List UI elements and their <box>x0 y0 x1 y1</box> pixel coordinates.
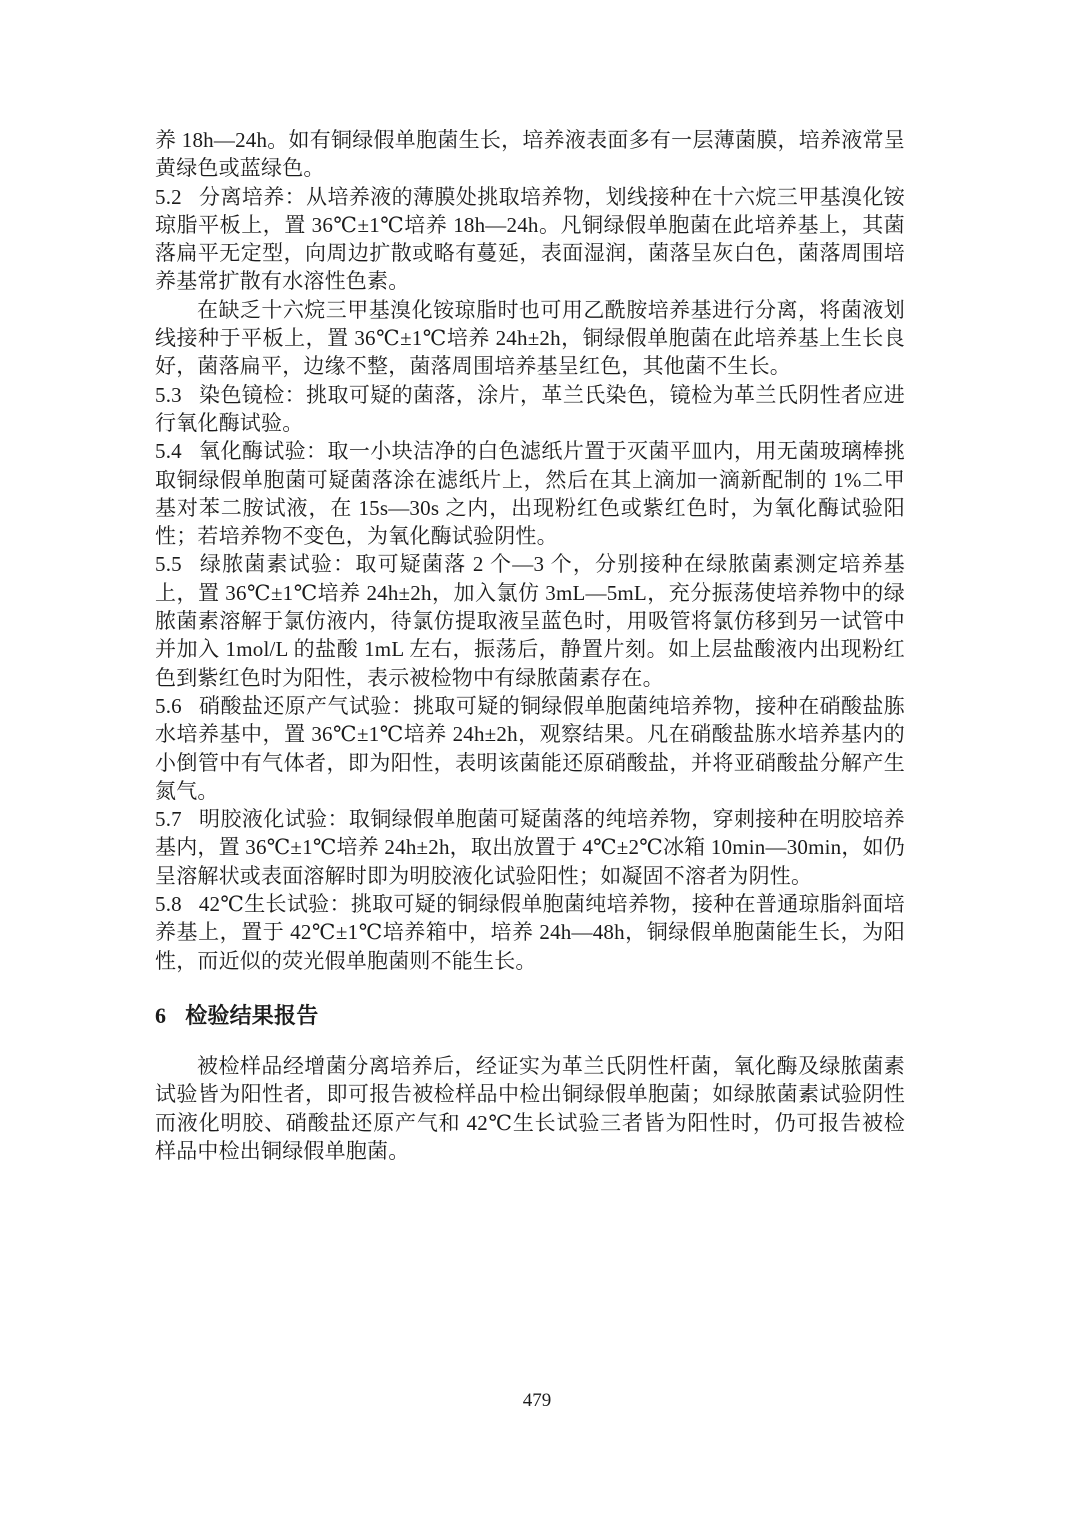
paragraph-continuation: 养 18h—24h。如有铜绿假单胞菌生长，培养液表面多有一层薄菌膜，培养液常呈黄绿色或蓝绿色。 <box>155 128 905 181</box>
paragraph-section-5-7 <box>155 805 905 890</box>
paragraph-section-5-5 <box>155 550 905 691</box>
paragraph-section-5-4 <box>155 437 905 550</box>
page-number: 479 <box>522 1390 552 1411</box>
section-text-5-7: 明胶液化试验：取铜绿假单胞菌可疑菌落的纯培养物，穿刺接种在明胶培养基内，置 36℃±1℃培养 24h±2h，取出放置于 4℃±2℃冰箱 10min—30min，如仍呈溶解状或表面溶解时即为明胶液化试验阳性；如凝固不溶者为阴性。 <box>155 807 905 888</box>
section-number-5-6: 5.6 <box>155 693 182 718</box>
paragraph-section-5-2 <box>155 183 905 296</box>
paragraph-section-5-6 <box>155 692 905 805</box>
section-text-5-4: 氧化酶试验：取一小块洁净的白色滤纸片置于灭菌平皿内，用无菌玻璃棒挑取铜绿假单胞菌可疑菌落涂在滤纸片上，然后在其上滴加一滴新配制的 1%二甲基对苯二胺试液，在 15s—30s 之内，出现粉红色或紫红色时，为氧化酶试验阳性；若培养物不变色，为氧化酶试验阴性。 <box>155 439 905 549</box>
section-heading-number: 6 <box>155 1002 167 1028</box>
section-text-5-8: 42℃生长试验：挑取可疑的铜绿假单胞菌纯培养物，接种在普通琼脂斜面培养基上，置于 42℃±1℃培养箱中，培养 24h—48h，铜绿假单胞菌能生长，为阳性，而近似的荧光假单胞菌则不能生长。 <box>155 892 905 973</box>
section-number-5-5: 5.5 <box>155 552 182 577</box>
section-heading-title: 检验结果报告 <box>185 1002 319 1028</box>
section-number-5-3: 5.3 <box>155 382 182 407</box>
paragraph-section-5-8 <box>155 890 905 975</box>
paragraph-section-5-3 <box>155 381 905 438</box>
section-text-5-2: 分离培养：从培养液的薄膜处挑取培养物，划线接种在十六烷三甲基溴化铵琼脂平板上，置 36℃±1℃培养 18h—24h。凡铜绿假单胞菌在此培养基上，其菌落扁平无定型，向周边扩散或略有蔓延，表面湿润，菌落呈灰白色，菌落周围培养基常扩散有水溶性色素。 <box>155 184 905 294</box>
section-number-5-8: 5.8 <box>155 892 182 917</box>
section-text-5-6: 硝酸盐还原产气试验：挑取可疑的铜绿假单胞菌纯培养物，接种在硝酸盐胨水培养基中，置 36℃±1℃培养 24h±2h，观察结果。凡在硝酸盐胨水培养基内的小倒管中有气体者，即为阳性，表明该菌能还原硝酸盐，并将亚硝酸盐分解产生氮气。 <box>155 693 905 803</box>
section-number-5-4: 5.4 <box>155 439 182 464</box>
section-number-5-7: 5.7 <box>155 807 182 832</box>
paragraph-acetamide-note: 在缺乏十六烷三甲基溴化铵琼脂时也可用乙酰胺培养基进行分离，将菌液划线接种于平板上，置 36℃±1℃培养 24h±2h，铜绿假单胞菌在此培养基上生长良好，菌落扁平，边缘不整，菌落周围培养基呈红色，其他菌不生长。 <box>155 297 905 379</box>
paragraph-result-report: 被检样品经增菌分离培养后，经证实为革兰氏阴性杆菌，氧化酶及绿脓菌素试验皆为阳性者，即可报告被检样品中检出铜绿假单胞菌；如绿脓菌素试验阴性而液化明胶、硝酸盐还原产气和 42℃生长试验三者皆为阳性时，仍可报告被检样品中检出铜绿假单胞菌。 <box>155 1053 905 1163</box>
section-number-5-2: 5.2 <box>155 184 182 209</box>
section-heading-6 <box>155 1001 905 1031</box>
section-text-5-5: 绿脓菌素试验：取可疑菌落 2 个—3 个，分别接种在绿脓菌素测定培养基上，置 36℃±1℃培养 24h±2h，加入氯仿 3mL—5mL，充分振荡使培养物中的绿脓菌素溶解于氯仿液内，待氯仿提取液呈蓝色时，用吸管将氯仿移到另一试管中并加入 1mol/L 的盐酸 1mL 左右，振荡后，静置片刻。如上层盐酸液内出现粉红色到紫红色时为阳性，表示被检物中有绿脓菌素存在。 <box>155 552 905 690</box>
document-body <box>155 126 905 1165</box>
section-text-5-3: 染色镜检：挑取可疑的菌落，涂片，革兰氏染色，镜检为革兰氏阴性者应进行氧化酶试验。 <box>155 382 905 435</box>
